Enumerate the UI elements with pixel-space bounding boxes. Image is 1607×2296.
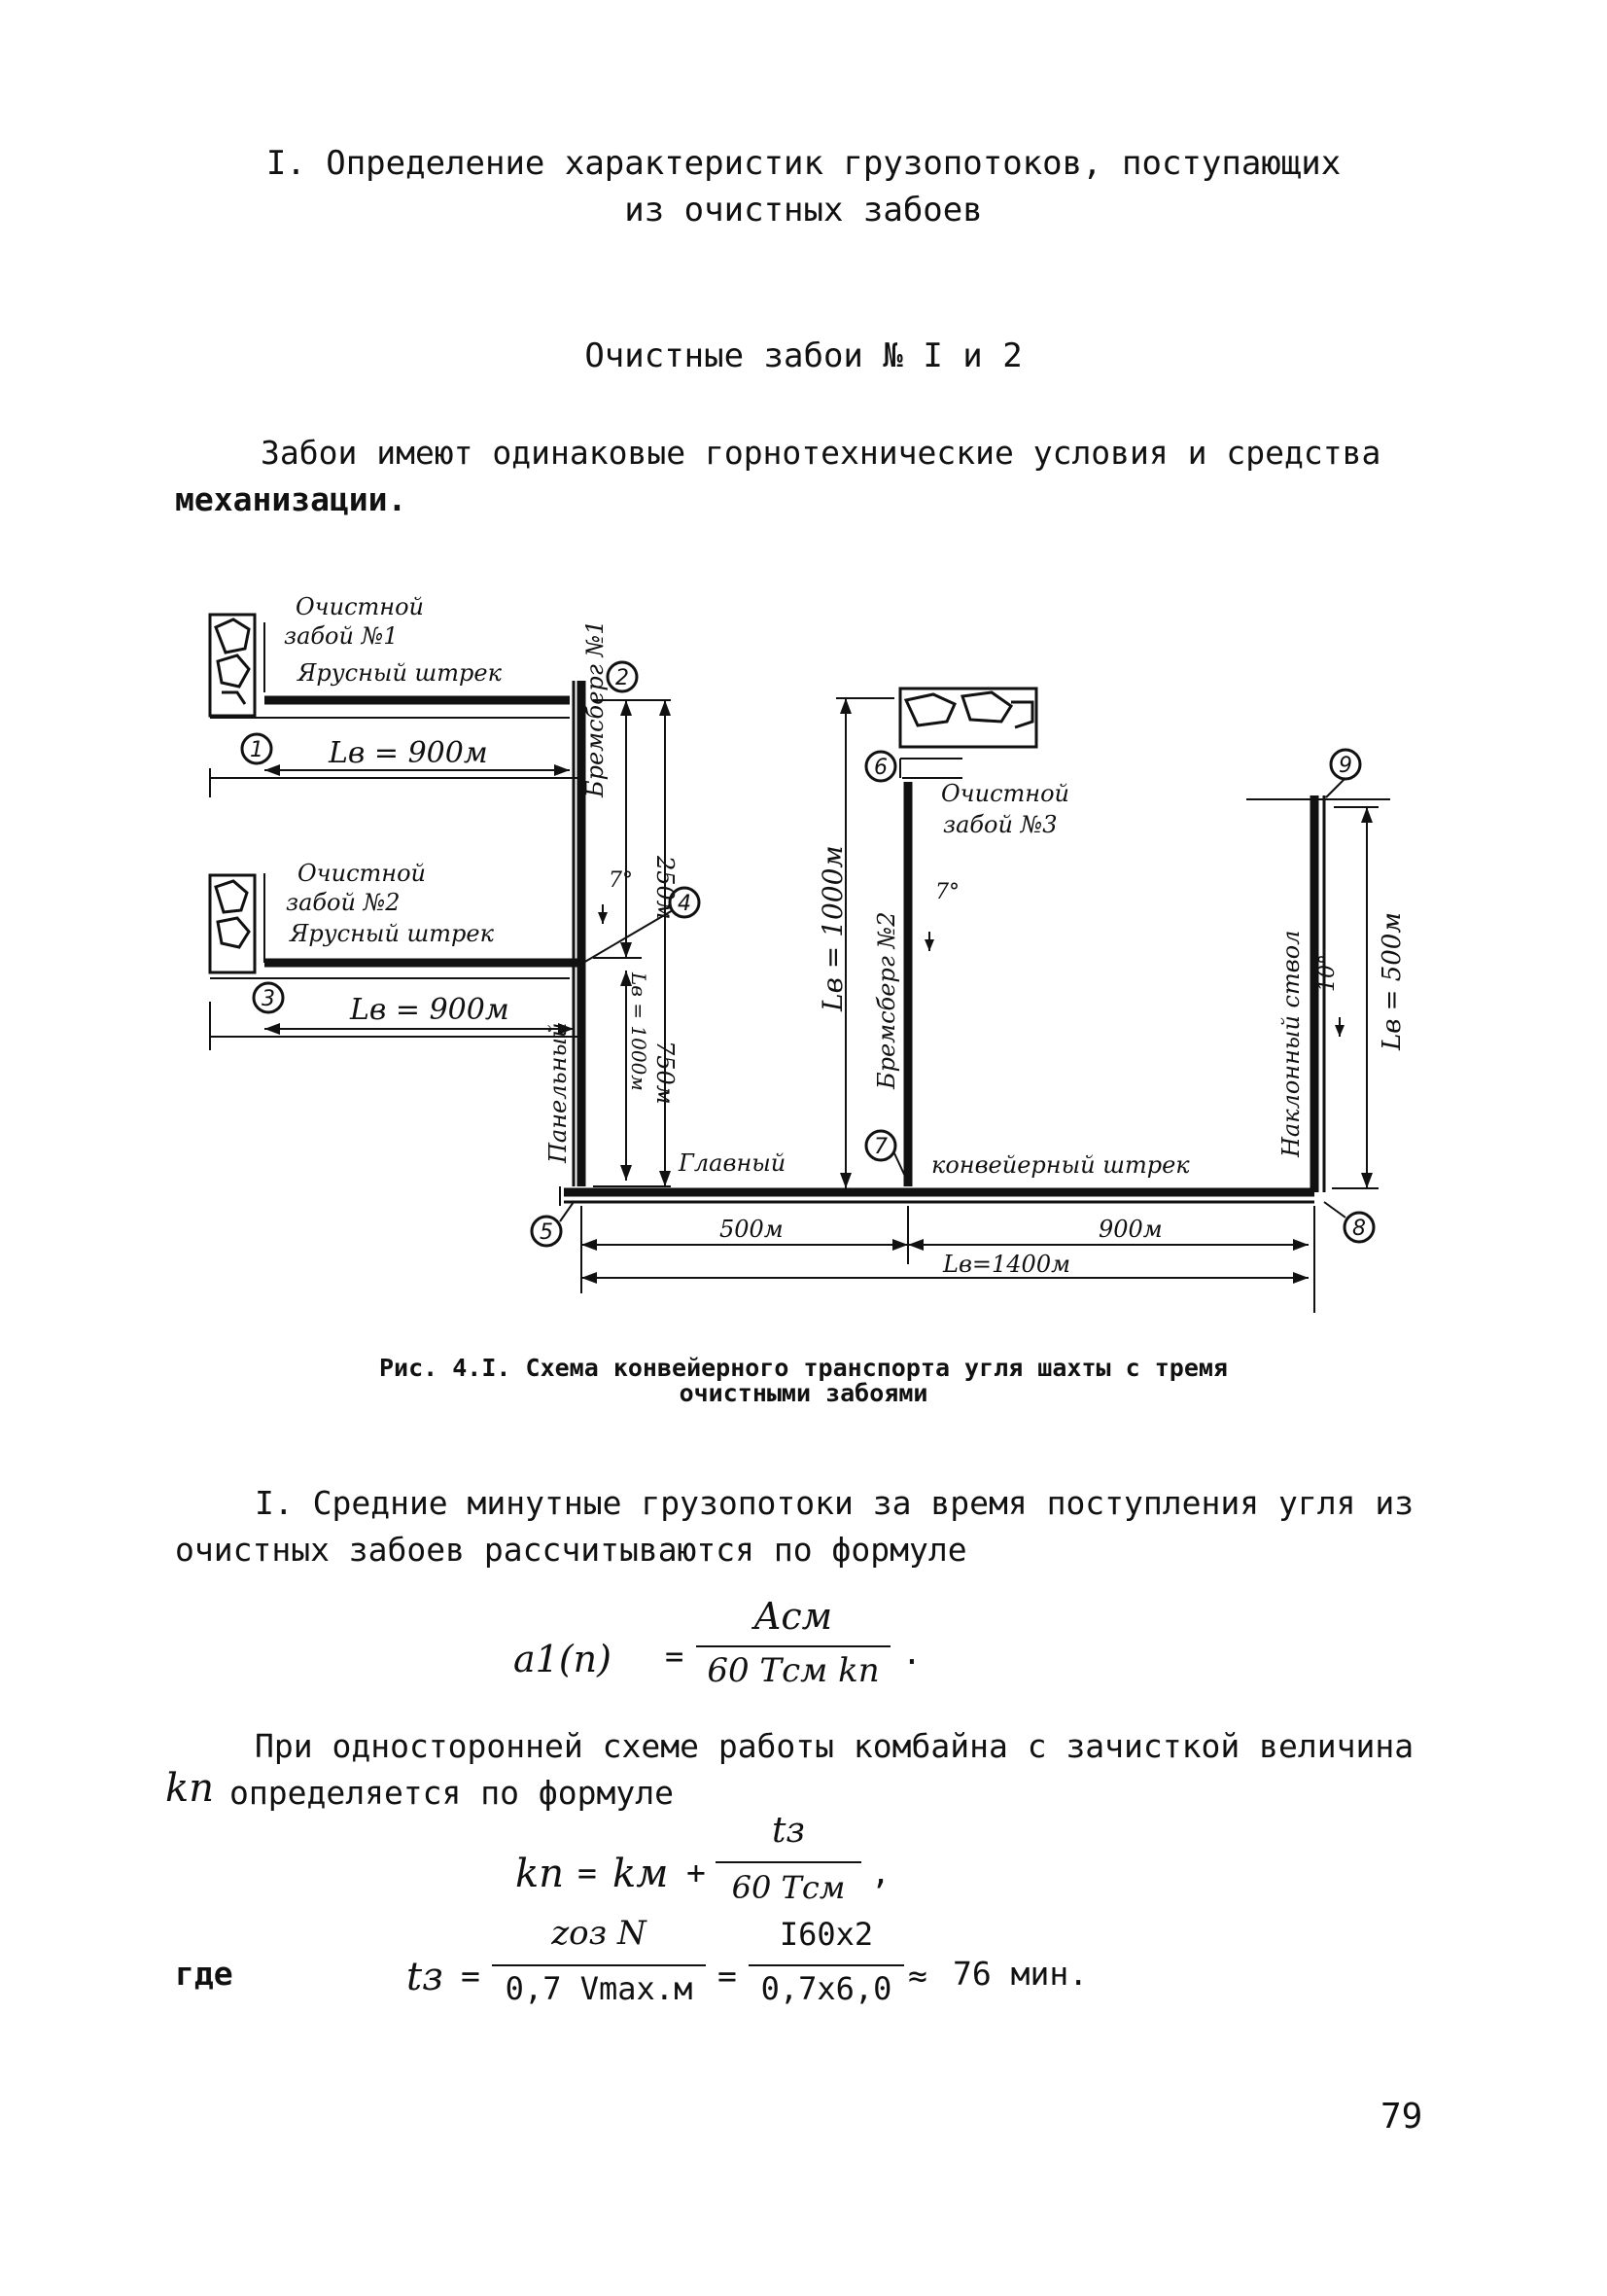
len250-label: 250м bbox=[651, 856, 679, 920]
formula2-term: kм bbox=[612, 1852, 669, 1896]
len750-label: 750м bbox=[651, 1041, 679, 1105]
dim-500-label: 500м bbox=[719, 1216, 784, 1243]
formula1-lhs: a1(п) bbox=[513, 1638, 611, 1680]
lb1000-big-label: Lв = 1000м bbox=[817, 845, 849, 1011]
formula3-den1: 0,7 Vmax.м bbox=[505, 1970, 693, 2007]
formula2-num: tз bbox=[771, 1811, 806, 1851]
section-heading-line2: из очистных забоев bbox=[624, 191, 983, 230]
node-7-label: 7 bbox=[874, 1135, 888, 1159]
formula1-tail: . bbox=[902, 1634, 922, 1672]
panel-label: Панельный bbox=[544, 1022, 572, 1163]
formula1-num: Aсм bbox=[753, 1595, 833, 1638]
formula1-den: 60 Tсм kп bbox=[707, 1651, 880, 1690]
para1-line1: I. Средние минутные грузопотоки за время поступления угля из bbox=[255, 1484, 1415, 1522]
rock-face-1 bbox=[210, 615, 255, 716]
para2-line2: определяется по формуле bbox=[229, 1774, 674, 1812]
bremsberg2-label: Бремсберг №2 bbox=[873, 911, 900, 1089]
node-2-label: 2 bbox=[615, 666, 629, 690]
formula2-eq: = bbox=[577, 1854, 597, 1891]
para1-line2: очистных забоев рассчитываются по формуле bbox=[175, 1531, 967, 1569]
formula3-lhs: tз bbox=[406, 1955, 443, 1999]
face1-label-a: Очистной bbox=[296, 593, 424, 620]
formula1-eq: = bbox=[665, 1638, 684, 1675]
rock-face-2 bbox=[210, 875, 255, 972]
figure-caption-line1: Рис. 4.I. Схема конвейерного транспорта угля шахты с тремя bbox=[379, 1354, 1228, 1382]
lb1000-small-label: Lв = 1000м bbox=[627, 972, 650, 1091]
formula2-plus: + bbox=[686, 1854, 706, 1891]
rock-face-3 bbox=[900, 689, 1036, 747]
node-5-label: 5 bbox=[540, 1220, 553, 1245]
node-4-label: 4 bbox=[678, 892, 691, 916]
figure-caption-line2: очистными забоями bbox=[679, 1379, 928, 1407]
face2-label-b: забой №2 bbox=[286, 889, 401, 916]
section-heading-line1: I. Определение характеристик грузопотоков, поступающих bbox=[265, 144, 1342, 183]
subheading: Очистные забои № I и 2 bbox=[584, 336, 1023, 375]
formula3-where: где bbox=[175, 1955, 233, 1993]
formula2-den: 60 Tсм bbox=[731, 1869, 846, 1906]
angle10-label: 10° bbox=[1315, 954, 1340, 992]
formula3-den2: 0,7x6,0 bbox=[760, 1970, 892, 2007]
formula3-num1: zоз N bbox=[551, 1914, 646, 1953]
formula2-lhs: kп bbox=[515, 1852, 564, 1896]
formula3-eq1: = bbox=[461, 1957, 480, 1995]
formula1-fraction bbox=[696, 1595, 891, 1702]
formula2-fraction bbox=[716, 1811, 861, 1918]
formula3-fraction1 bbox=[492, 1914, 706, 2021]
node-3-label: 3 bbox=[262, 987, 275, 1011]
node-6-label: 6 bbox=[874, 756, 888, 780]
incline-label: Наклонный ствол bbox=[1277, 930, 1305, 1157]
para2-var: kп bbox=[165, 1766, 214, 1811]
node-8-label: 8 bbox=[1352, 1217, 1366, 1241]
angle7-2-label: 7° bbox=[935, 880, 960, 904]
intro-line2: механизации. bbox=[175, 480, 407, 518]
face2-label-a: Очистной bbox=[297, 860, 426, 887]
lb500-label: Lв = 500м bbox=[1378, 912, 1407, 1050]
lb900-1-label: Lв = 900м bbox=[329, 736, 488, 770]
main-drift-label-a: Главный bbox=[679, 1149, 786, 1177]
formula2-tail: , bbox=[871, 1854, 891, 1891]
drift1-label: Ярусный штрек bbox=[297, 659, 502, 687]
formula3-num2: I60x2 bbox=[779, 1916, 874, 1953]
node-9-label: 9 bbox=[1339, 754, 1352, 778]
intro-line1: Забои имеют одинаковые горнотехнические условия и средства bbox=[261, 434, 1381, 472]
face3-label-a: Очистной bbox=[941, 780, 1069, 807]
dim-1400-label: Lв=1400м bbox=[943, 1251, 1070, 1278]
formula3-approx: ≈ bbox=[908, 1957, 927, 1995]
para2-line1: При односторонней схеме работы комбайна с зачисткой величина bbox=[255, 1727, 1415, 1765]
drift2-label: Ярусный штрек bbox=[290, 920, 494, 947]
main-drift-label-b: конвейерный штрек bbox=[931, 1151, 1190, 1179]
formula3-result: 76 мин. bbox=[953, 1955, 1089, 1993]
face3-label-b: забой №3 bbox=[943, 811, 1058, 838]
lb900-2-label: Lв = 900м bbox=[350, 993, 509, 1027]
angle7-1-label: 7° bbox=[609, 868, 633, 893]
bremsberg1-label: Бремсберг №1 bbox=[581, 619, 609, 797]
face1-label-b: забой №1 bbox=[284, 622, 399, 650]
node-1-label: 1 bbox=[250, 738, 263, 762]
page-number: 79 bbox=[1380, 2097, 1423, 2137]
formula3-fraction2 bbox=[749, 1914, 904, 2021]
dim-900-label: 900м bbox=[1099, 1216, 1163, 1243]
formula3-eq2: = bbox=[717, 1957, 737, 1995]
